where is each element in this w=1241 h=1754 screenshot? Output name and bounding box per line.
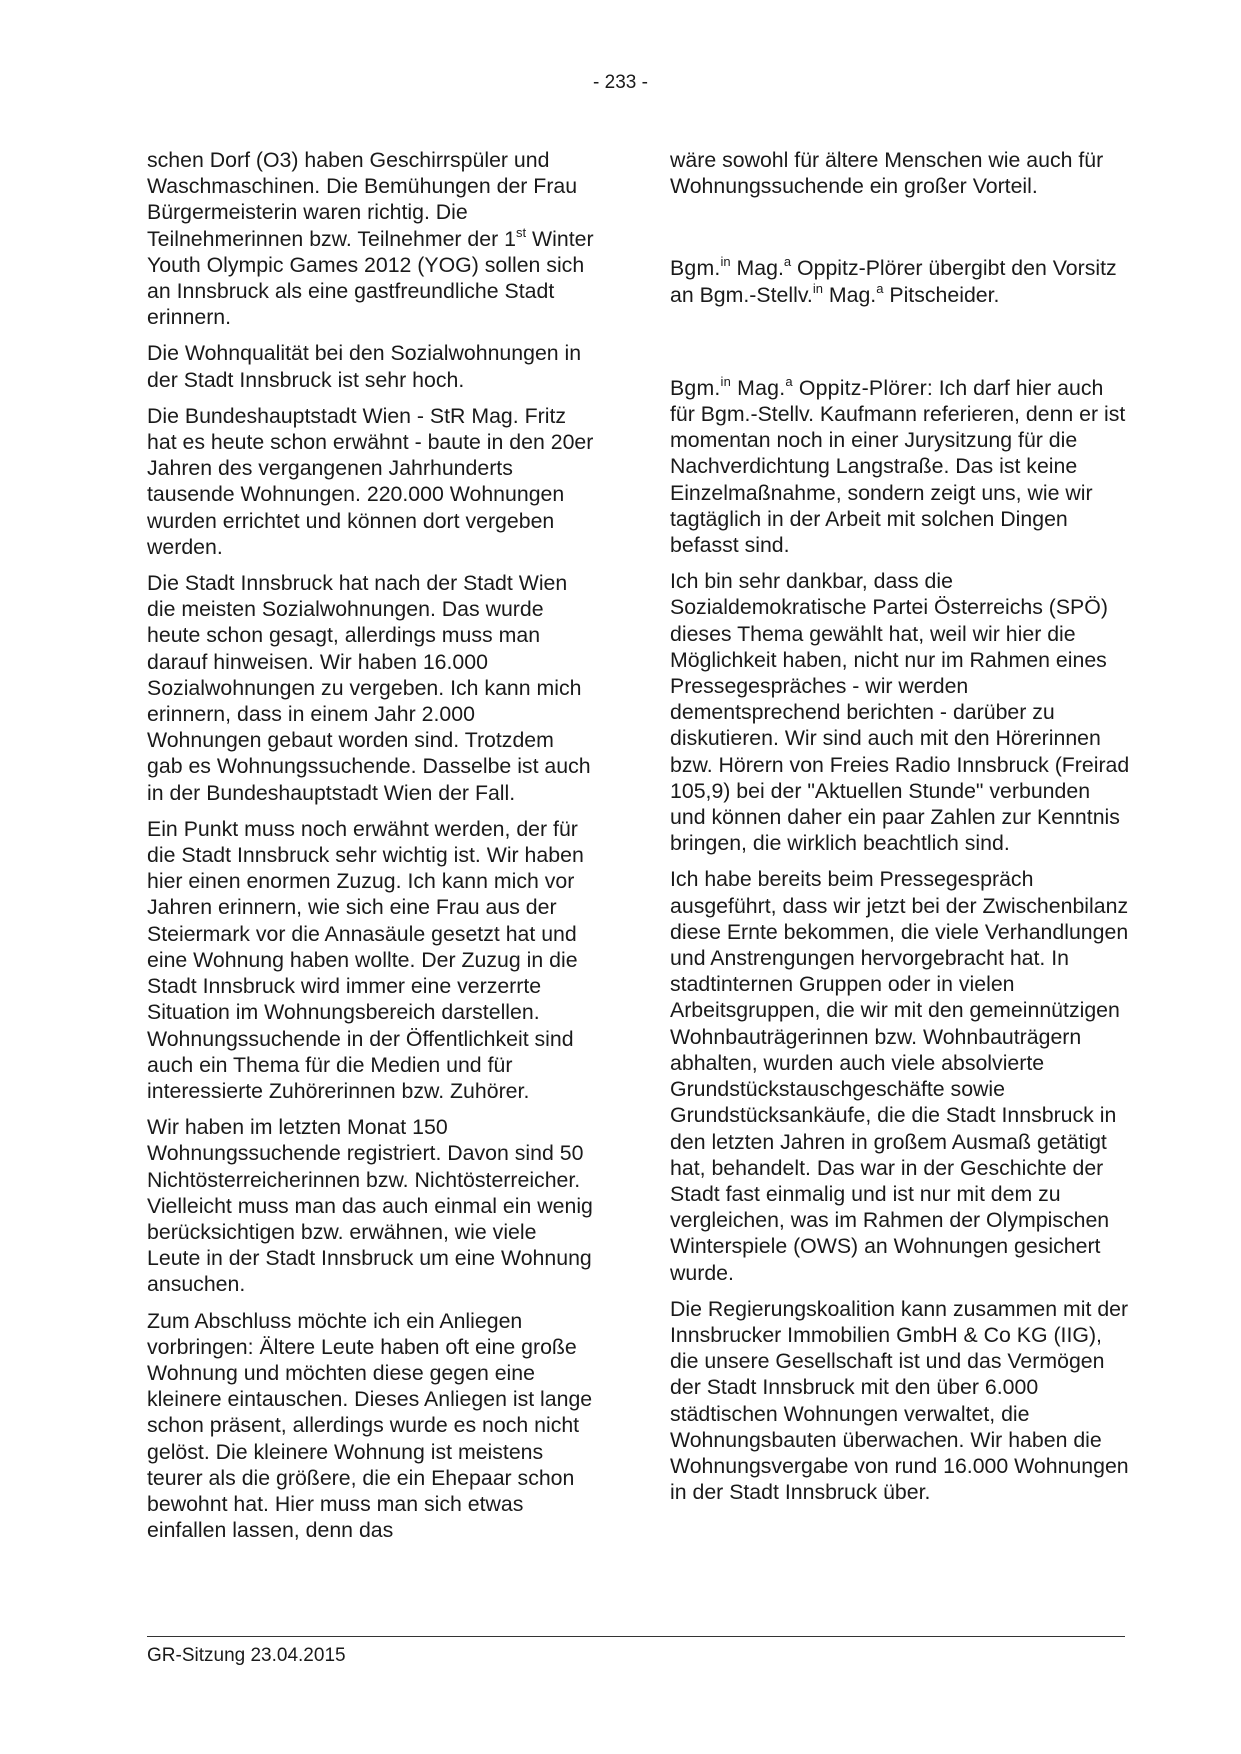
speaker-paragraph: Bgm.$^{in}$ Mag.$^a$ Oppitz-Plörer: Ich darf hier auch für Bgm.-Stellv. Kaufmann referieren, denn er ist momentan noch in einer Jurysitzung für die Nachverdichtung Langstraße. Das ist keine Einzelmaßnahme, sondern zeigt uns, wie wir tagtäglich in der Arbeit mit solchen Dingen befasst sind. [670, 373, 1126, 558]
paragraph: wäre sowohl für ältere Menschen wie auch für Wohnungssuchende ein großer Vorteil. [670, 148, 1104, 199]
paragraph: Ich bin sehr dankbar, dass die Sozialdemokratische Partei Österreichs (SPÖ) dieses Thema gewählt hat, weil wir hier die Möglichkeit haben, nicht nur im Rahmen eines Pressegespräches - wir werden dementsprechend berichten - darüber zu diskutieren. Wir sind auch mit den Hörerinnen bzw. Hörern von Freies Radio Innsbruck (Freirad 105,9) bei der "Aktuellen Stunde" verbunden und können daher ein paar Zahlen zur Kenntnis bringen, die wirklich beachtlich sind. [670, 569, 1130, 856]
paragraph: Die Bundeshauptstadt Wien - StR Mag. Fritz hat es heute schon erwähnt - baute in den 20er Jahren des vergangenen Jahrhunderts tausende Wohnungen. 220.000 Wohnungen wurden errichtet und können dort vergeben werden. [147, 403, 594, 559]
paragraph: Die Wohnqualität bei den Sozialwohnungen in der Stadt Innsbruck ist sehr hoch. [147, 341, 582, 392]
chair-handover-note: Bgm.$^{in}$ Mag.$^a$ Oppitz-Plörer übergibt den Vorsitz an Bgm.-Stellv.$^{in}$ Mag.$^a$ Pitscheider. [670, 254, 1117, 307]
speaker-name: Bgm.$^{in}$ Mag.$^a$ Oppitz-Plörer [670, 373, 927, 400]
paragraph: Die Regierungskoalition kann zusammen mit der Innsbrucker Immobilien GmbH & Co KG (IIG), die unsere Gesellschaft ist und das Vermögen der Stadt Innsbruck mit den über 6.000 städtischen Wohnungen verwaltet, die Wohnungsbauten überwachen. Wir haben die Wohnungsvergabe von rund 16.000 Wohnungen in der Stadt Innsbruck über. [670, 1296, 1129, 1505]
page-number: - 233 - [593, 72, 648, 93]
paragraph: Zum Abschluss möchte ich ein Anliegen vorbringen: Ältere Leute haben oft eine große Wohnung und möchten diese gegen eine kleinere eintauschen. Dieses Anliegen ist lange schon präsent, allerdings wurde es noch nicht gelöst. Die kleinere Wohnung ist meistens teurer als die größere, die ein Ehepaar schon bewohnt hat. Hier muss man sich etwas einfallen lassen, denn das [147, 1308, 593, 1543]
paragraph: Ich habe bereits beim Pressegespräch ausgeführt, dass wir jetzt bei der Zwischenbilanz diese Ernte bekommen, die viele Verhandlungen und Anstrengungen hervorgebracht hat. In stadtinternen Gruppen oder in vielen Arbeitsgruppen, die wir mit den gemeinnützigen Wohnbauträgerinnen bzw. Wohnbauträgern abhalten, wurden auch viele absolvierte Grundstückstauschgeschäfte sowie Grundstücksankäufe, die die Stadt Innsbruck in den letzten Jahren in großem Ausmaß getätigt hat, behandelt. Das war in der Geschichte der Stadt fast einmalig und ist nur mit dem zu vergleichen, was im Rahmen der Olympischen Winterspiele (OWS) an Wohnungen gesichert wurde. [670, 867, 1129, 1285]
paragraph: schen Dorf (O3) haben Geschirrspüler und Waschmaschinen. Die Bemühungen der Frau Bürgermeisterin waren richtig. Die Teilnehmerinnen bzw. Teilnehmer der 1st Winter Youth Olympic Games 2012 (YOG) sollen sich an Innsbruck als eine gastfreundliche Stadt erinnern. [147, 148, 594, 330]
paragraph: Wir haben im letzten Monat 150 Wohnungssuchende registriert. Davon sind 50 Nichtösterreicherinnen bzw. Nichtösterreicher. Vielleicht muss man das auch einmal ein wenig berücksichtigen bzw. erwähnen, wie viele Leute in der Stadt Innsbruck um eine Wohnung ansuchen. [147, 1115, 593, 1297]
footer-session-date: GR-Sitzung 23.04.2015 [147, 1645, 346, 1666]
paragraph: Die Stadt Innsbruck hat nach der Stadt Wien die meisten Sozialwohnungen. Das wurde heute schon gesagt, allerdings muss man darauf hinweisen. Wir haben 16.000 Sozialwohnungen zu vergeben. Ich kann mich erinnern, dass in einem Jahr 2.000 Wohnungen gebaut worden sind. Trotzdem gab es Wohnungssuchende. Dasselbe ist auch in der Bundeshauptstadt Wien der Fall. [147, 571, 591, 805]
footer-divider [147, 1636, 1125, 1637]
right-column [670, 147, 1130, 1515]
paragraph: Ein Punkt muss noch erwähnt werden, der für die Stadt Innsbruck sehr wichtig ist. Wir haben hier einen enormen Zuzug. Ich kann mich vor Jahren erinnern, wie sich eine Frau aus der Steiermark vor die Annasäule gesetzt hat und eine Wohnung haben wollte. Der Zuzug in die Stadt Innsbruck wird immer eine verzerrte Situation im Wohnungsbereich darstellen. Wohnungssuchende in der Öffentlichkeit sind auch ein Thema für die Medien und für interessierte Zuhörerinnen bzw. Zuhörer. [147, 816, 584, 1103]
left-column [147, 147, 595, 1553]
